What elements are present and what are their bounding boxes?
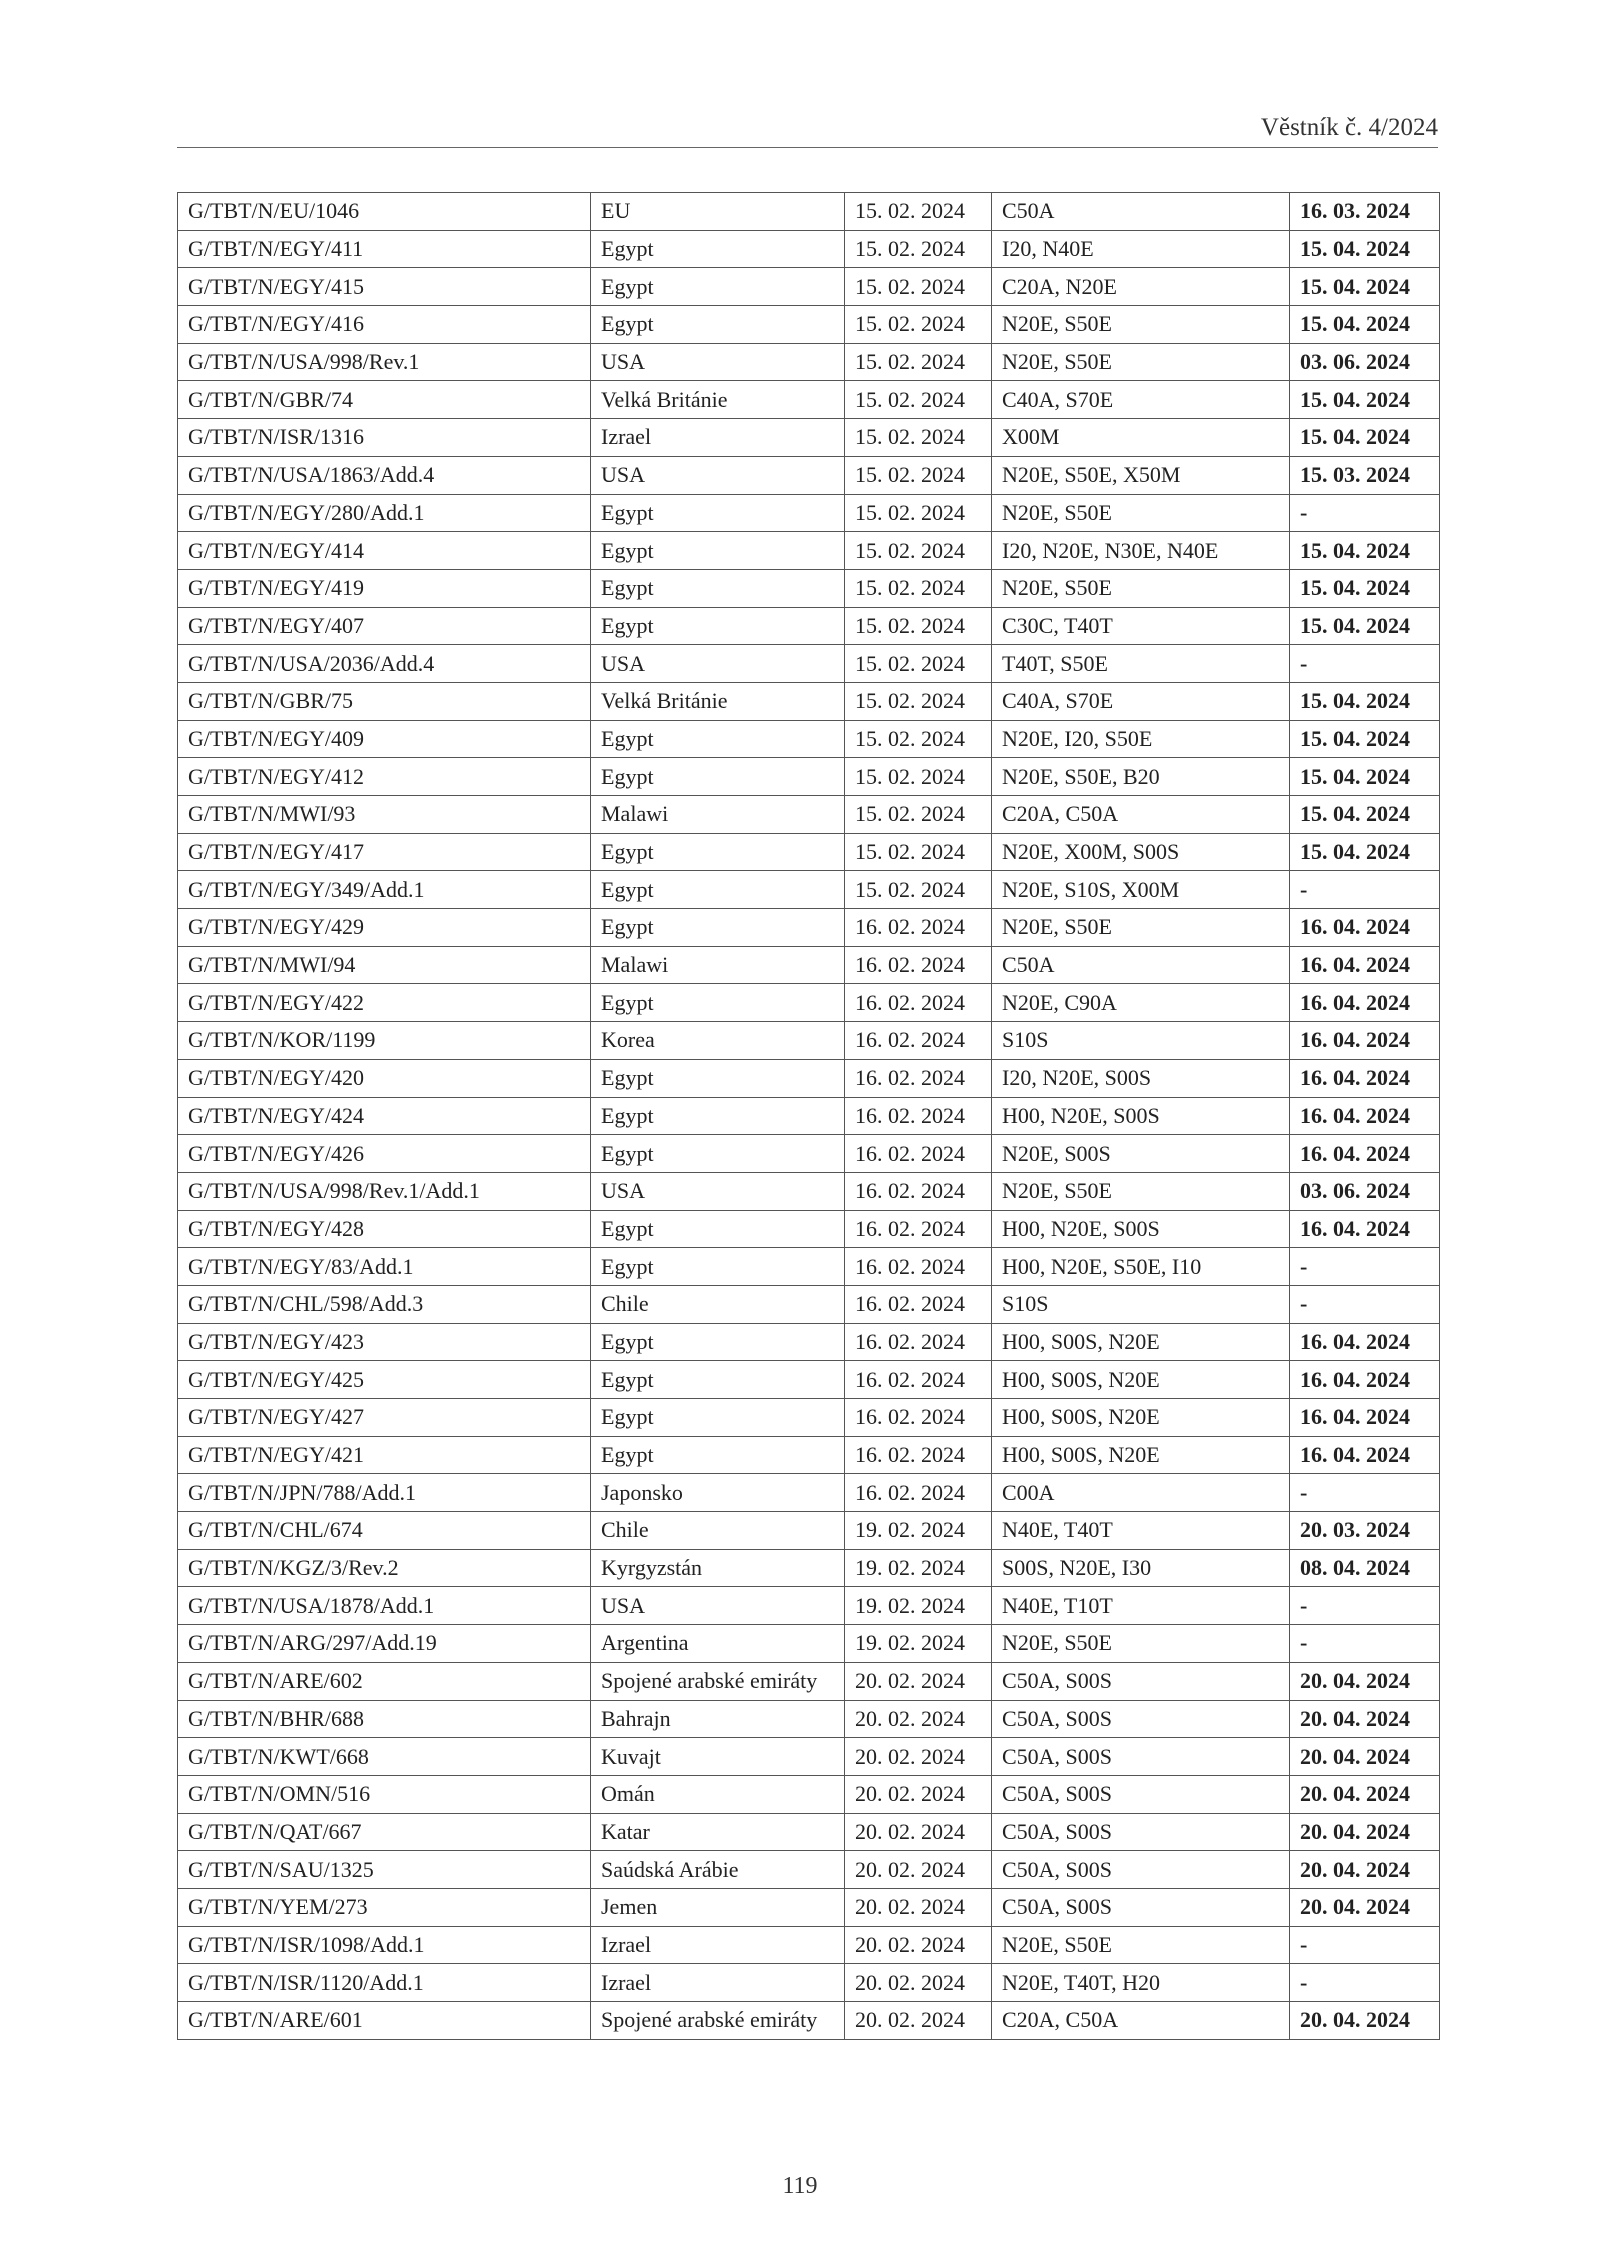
table-row <box>178 1775 1440 1813</box>
deadline-cell: 16. 04. 2024 <box>1290 1059 1440 1097</box>
notification-id-cell: G/TBT/N/OMN/516 <box>178 1775 591 1813</box>
country-cell: USA <box>591 456 845 494</box>
country-cell: USA <box>591 645 845 683</box>
table-row <box>178 645 1440 683</box>
ics-code-cell: N20E, S50E <box>992 343 1290 381</box>
deadline-cell: 20. 04. 2024 <box>1290 1813 1440 1851</box>
notification-id-cell: G/TBT/N/EGY/409 <box>178 720 591 758</box>
table-row <box>178 1436 1440 1474</box>
country-cell: Egypt <box>591 306 845 344</box>
notification-id-cell: G/TBT/N/KOR/1199 <box>178 1022 591 1060</box>
deadline-cell: 20. 03. 2024 <box>1290 1512 1440 1550</box>
notification-id-cell: G/TBT/N/USA/1878/Add.1 <box>178 1587 591 1625</box>
country-cell: Egypt <box>591 871 845 909</box>
table-row <box>178 1700 1440 1738</box>
notification-id-cell: G/TBT/N/USA/2036/Add.4 <box>178 645 591 683</box>
country-cell: Egypt <box>591 607 845 645</box>
page-number: 119 <box>782 2173 818 2199</box>
notification-id-cell: G/TBT/N/ARE/602 <box>178 1662 591 1700</box>
ics-code-cell: C50A <box>992 946 1290 984</box>
ics-code-cell: C50A, S00S <box>992 1700 1290 1738</box>
deadline-cell: 16. 04. 2024 <box>1290 909 1440 947</box>
ics-code-cell: H00, N20E, S00S <box>992 1210 1290 1248</box>
date-cell: 15. 02. 2024 <box>845 720 992 758</box>
table-row <box>178 569 1440 607</box>
country-cell: Malawi <box>591 946 845 984</box>
ics-code-cell: H00, S00S, N20E <box>992 1399 1290 1437</box>
ics-code-cell: N20E, S50E <box>992 569 1290 607</box>
deadline-cell: 03. 06. 2024 <box>1290 1172 1440 1210</box>
page-header-title: Věstník č. 4/2024 <box>1260 114 1438 141</box>
notification-id-cell: G/TBT/N/YEM/273 <box>178 1888 591 1926</box>
ics-code-cell: N20E, S50E <box>992 494 1290 532</box>
notification-id-cell: G/TBT/N/EGY/349/Add.1 <box>178 871 591 909</box>
country-cell: Egypt <box>591 1323 845 1361</box>
deadline-cell: 16. 04. 2024 <box>1290 946 1440 984</box>
notification-id-cell: G/TBT/N/EGY/417 <box>178 833 591 871</box>
notification-id-cell: G/TBT/N/USA/998/Rev.1 <box>178 343 591 381</box>
date-cell: 15. 02. 2024 <box>845 494 992 532</box>
ics-code-cell: N20E, S50E <box>992 1926 1290 1964</box>
date-cell: 16. 02. 2024 <box>845 946 992 984</box>
table-row <box>178 419 1440 457</box>
country-cell: Egypt <box>591 1248 845 1286</box>
date-cell: 20. 02. 2024 <box>845 1888 992 1926</box>
table-row <box>178 1323 1440 1361</box>
country-cell: Izrael <box>591 1926 845 1964</box>
table-row <box>178 1474 1440 1512</box>
ics-code-cell: N40E, T40T <box>992 1512 1290 1550</box>
deadline-cell: 16. 04. 2024 <box>1290 984 1440 1022</box>
deadline-cell: 20. 04. 2024 <box>1290 1851 1440 1889</box>
table-row <box>178 193 1440 231</box>
country-cell: Egypt <box>591 1097 845 1135</box>
date-cell: 15. 02. 2024 <box>845 419 992 457</box>
deadline-cell: 16. 04. 2024 <box>1290 1436 1440 1474</box>
deadline-cell: 16. 04. 2024 <box>1290 1210 1440 1248</box>
date-cell: 16. 02. 2024 <box>845 1022 992 1060</box>
ics-code-cell: N20E, S50E, B20 <box>992 758 1290 796</box>
deadline-cell: 15. 04. 2024 <box>1290 230 1440 268</box>
ics-code-cell: N20E, X00M, S00S <box>992 833 1290 871</box>
table-row <box>178 230 1440 268</box>
country-cell: Egypt <box>591 984 845 1022</box>
notification-id-cell: G/TBT/N/KWT/668 <box>178 1738 591 1776</box>
deadline-cell: 15. 04. 2024 <box>1290 682 1440 720</box>
table-row <box>178 796 1440 834</box>
deadline-cell: 15. 04. 2024 <box>1290 569 1440 607</box>
table-row <box>178 833 1440 871</box>
table-row <box>178 1022 1440 1060</box>
deadline-cell: 16. 04. 2024 <box>1290 1361 1440 1399</box>
deadline-cell: 16. 04. 2024 <box>1290 1323 1440 1361</box>
ics-code-cell: N40E, T10T <box>992 1587 1290 1625</box>
notification-id-cell: G/TBT/N/EGY/421 <box>178 1436 591 1474</box>
date-cell: 16. 02. 2024 <box>845 1059 992 1097</box>
date-cell: 20. 02. 2024 <box>845 2002 992 2040</box>
ics-code-cell: C20A, C50A <box>992 796 1290 834</box>
deadline-cell: - <box>1290 1625 1440 1663</box>
ics-code-cell: H00, N20E, S00S <box>992 1097 1290 1135</box>
date-cell: 15. 02. 2024 <box>845 796 992 834</box>
notification-id-cell: G/TBT/N/MWI/94 <box>178 946 591 984</box>
country-cell: Spojené arabské emiráty <box>591 2002 845 2040</box>
table-row <box>178 1210 1440 1248</box>
ics-code-cell: C50A, S00S <box>992 1851 1290 1889</box>
country-cell: Omán <box>591 1775 845 1813</box>
country-cell: Jemen <box>591 1888 845 1926</box>
table-row <box>178 1097 1440 1135</box>
table-row <box>178 1625 1440 1663</box>
notification-id-cell: G/TBT/N/EGY/429 <box>178 909 591 947</box>
notification-id-cell: G/TBT/N/EGY/414 <box>178 532 591 570</box>
date-cell: 15. 02. 2024 <box>845 607 992 645</box>
deadline-cell: - <box>1290 1474 1440 1512</box>
notifications-table <box>177 192 1440 2040</box>
notification-id-cell: G/TBT/N/CHL/674 <box>178 1512 591 1550</box>
table-row <box>178 607 1440 645</box>
table-row <box>178 1851 1440 1889</box>
notification-id-cell: G/TBT/N/ISR/1098/Add.1 <box>178 1926 591 1964</box>
ics-code-cell: S10S <box>992 1285 1290 1323</box>
notification-id-cell: G/TBT/N/ARE/601 <box>178 2002 591 2040</box>
notification-id-cell: G/TBT/N/BHR/688 <box>178 1700 591 1738</box>
country-cell: Izrael <box>591 1964 845 2002</box>
table-row <box>178 946 1440 984</box>
ics-code-cell: C50A, S00S <box>992 1888 1290 1926</box>
ics-code-cell: N20E, S50E <box>992 306 1290 344</box>
country-cell: Malawi <box>591 796 845 834</box>
ics-code-cell: S00S, N20E, I30 <box>992 1549 1290 1587</box>
notification-id-cell: G/TBT/N/ISR/1120/Add.1 <box>178 1964 591 2002</box>
notification-id-cell: G/TBT/N/EGY/423 <box>178 1323 591 1361</box>
ics-code-cell: N20E, S00S <box>992 1135 1290 1173</box>
date-cell: 20. 02. 2024 <box>845 1851 992 1889</box>
country-cell: Egypt <box>591 909 845 947</box>
header-divider <box>177 147 1438 148</box>
country-cell: Japonsko <box>591 1474 845 1512</box>
deadline-cell: - <box>1290 1248 1440 1286</box>
ics-code-cell: S10S <box>992 1022 1290 1060</box>
deadline-cell: - <box>1290 871 1440 909</box>
ics-code-cell: C50A <box>992 193 1290 231</box>
country-cell: Egypt <box>591 758 845 796</box>
date-cell: 16. 02. 2024 <box>845 1097 992 1135</box>
country-cell: Argentina <box>591 1625 845 1663</box>
date-cell: 15. 02. 2024 <box>845 381 992 419</box>
notification-id-cell: G/TBT/N/EGY/412 <box>178 758 591 796</box>
date-cell: 16. 02. 2024 <box>845 1172 992 1210</box>
table-row <box>178 984 1440 1022</box>
notification-id-cell: G/TBT/N/EGY/426 <box>178 1135 591 1173</box>
date-cell: 15. 02. 2024 <box>845 456 992 494</box>
ics-code-cell: N20E, S50E, X50M <box>992 456 1290 494</box>
table-row <box>178 1888 1440 1926</box>
country-cell: USA <box>591 343 845 381</box>
date-cell: 19. 02. 2024 <box>845 1625 992 1663</box>
ics-code-cell: C40A, S70E <box>992 381 1290 419</box>
country-cell: Egypt <box>591 532 845 570</box>
table-row <box>178 2002 1440 2040</box>
deadline-cell: - <box>1290 1926 1440 1964</box>
table-row <box>178 758 1440 796</box>
ics-code-cell: C20A, N20E <box>992 268 1290 306</box>
table-row <box>178 1738 1440 1776</box>
country-cell: Velká Británie <box>591 682 845 720</box>
ics-code-cell: N20E, T40T, H20 <box>992 1964 1290 2002</box>
deadline-cell: 15. 04. 2024 <box>1290 833 1440 871</box>
date-cell: 15. 02. 2024 <box>845 193 992 231</box>
table-row <box>178 1662 1440 1700</box>
table-row <box>178 1248 1440 1286</box>
table-row <box>178 1813 1440 1851</box>
deadline-cell: 03. 06. 2024 <box>1290 343 1440 381</box>
deadline-cell: 20. 04. 2024 <box>1290 1662 1440 1700</box>
notification-id-cell: G/TBT/N/EGY/416 <box>178 306 591 344</box>
country-cell: Bahrajn <box>591 1700 845 1738</box>
date-cell: 15. 02. 2024 <box>845 343 992 381</box>
date-cell: 20. 02. 2024 <box>845 1813 992 1851</box>
notification-id-cell: G/TBT/N/QAT/667 <box>178 1813 591 1851</box>
country-cell: Kuvajt <box>591 1738 845 1776</box>
date-cell: 20. 02. 2024 <box>845 1926 992 1964</box>
deadline-cell: 15. 04. 2024 <box>1290 796 1440 834</box>
date-cell: 16. 02. 2024 <box>845 909 992 947</box>
deadline-cell: - <box>1290 645 1440 683</box>
notification-id-cell: G/TBT/N/GBR/75 <box>178 682 591 720</box>
date-cell: 15. 02. 2024 <box>845 230 992 268</box>
ics-code-cell: H00, S00S, N20E <box>992 1436 1290 1474</box>
deadline-cell: 20. 04. 2024 <box>1290 1775 1440 1813</box>
deadline-cell: 20. 04. 2024 <box>1290 1700 1440 1738</box>
date-cell: 15. 02. 2024 <box>845 268 992 306</box>
deadline-cell: 15. 04. 2024 <box>1290 758 1440 796</box>
country-cell: Velká Británie <box>591 381 845 419</box>
table-row <box>178 494 1440 532</box>
country-cell: Chile <box>591 1512 845 1550</box>
date-cell: 19. 02. 2024 <box>845 1512 992 1550</box>
country-cell: Chile <box>591 1285 845 1323</box>
date-cell: 15. 02. 2024 <box>845 833 992 871</box>
date-cell: 19. 02. 2024 <box>845 1549 992 1587</box>
country-cell: Izrael <box>591 419 845 457</box>
table-row <box>178 909 1440 947</box>
ics-code-cell: C30C, T40T <box>992 607 1290 645</box>
notification-id-cell: G/TBT/N/EGY/407 <box>178 607 591 645</box>
deadline-cell: 08. 04. 2024 <box>1290 1549 1440 1587</box>
notification-id-cell: G/TBT/N/EGY/415 <box>178 268 591 306</box>
deadline-cell: 15. 03. 2024 <box>1290 456 1440 494</box>
deadline-cell: 20. 04. 2024 <box>1290 2002 1440 2040</box>
ics-code-cell: T40T, S50E <box>992 645 1290 683</box>
table-row <box>178 720 1440 758</box>
country-cell: Egypt <box>591 720 845 758</box>
table-row <box>178 343 1440 381</box>
date-cell: 16. 02. 2024 <box>845 1210 992 1248</box>
ics-code-cell: N20E, S50E <box>992 1172 1290 1210</box>
deadline-cell: 20. 04. 2024 <box>1290 1888 1440 1926</box>
notification-id-cell: G/TBT/N/EGY/419 <box>178 569 591 607</box>
table-row <box>178 306 1440 344</box>
table-row <box>178 1361 1440 1399</box>
deadline-cell: 15. 04. 2024 <box>1290 381 1440 419</box>
date-cell: 15. 02. 2024 <box>845 306 992 344</box>
deadline-cell: 15. 04. 2024 <box>1290 532 1440 570</box>
date-cell: 16. 02. 2024 <box>845 1361 992 1399</box>
notification-id-cell: G/TBT/N/CHL/598/Add.3 <box>178 1285 591 1323</box>
notification-id-cell: G/TBT/N/USA/1863/Add.4 <box>178 456 591 494</box>
country-cell: Egypt <box>591 1059 845 1097</box>
date-cell: 15. 02. 2024 <box>845 682 992 720</box>
ics-code-cell: X00M <box>992 419 1290 457</box>
country-cell: Spojené arabské emiráty <box>591 1662 845 1700</box>
date-cell: 16. 02. 2024 <box>845 1135 992 1173</box>
ics-code-cell: N20E, S10S, X00M <box>992 871 1290 909</box>
table-row <box>178 456 1440 494</box>
date-cell: 16. 02. 2024 <box>845 984 992 1022</box>
notification-id-cell: G/TBT/N/EGY/83/Add.1 <box>178 1248 591 1286</box>
deadline-cell: - <box>1290 1964 1440 2002</box>
table-row <box>178 1926 1440 1964</box>
ics-code-cell: I20, N20E, N30E, N40E <box>992 532 1290 570</box>
ics-code-cell: N20E, I20, S50E <box>992 720 1290 758</box>
date-cell: 20. 02. 2024 <box>845 1662 992 1700</box>
table-row <box>178 381 1440 419</box>
ics-code-cell: N20E, S50E <box>992 909 1290 947</box>
date-cell: 19. 02. 2024 <box>845 1587 992 1625</box>
date-cell: 16. 02. 2024 <box>845 1285 992 1323</box>
country-cell: Egypt <box>591 494 845 532</box>
notification-id-cell: G/TBT/N/USA/998/Rev.1/Add.1 <box>178 1172 591 1210</box>
ics-code-cell: C50A, S00S <box>992 1738 1290 1776</box>
date-cell: 16. 02. 2024 <box>845 1399 992 1437</box>
notification-id-cell: G/TBT/N/JPN/788/Add.1 <box>178 1474 591 1512</box>
ics-code-cell: C50A, S00S <box>992 1775 1290 1813</box>
table-row <box>178 532 1440 570</box>
deadline-cell: 20. 04. 2024 <box>1290 1738 1440 1776</box>
ics-code-cell: N20E, S50E <box>992 1625 1290 1663</box>
deadline-cell: 15. 04. 2024 <box>1290 306 1440 344</box>
country-cell: Egypt <box>591 1135 845 1173</box>
ics-code-cell: C00A <box>992 1474 1290 1512</box>
notification-id-cell: G/TBT/N/ARG/297/Add.19 <box>178 1625 591 1663</box>
deadline-cell: 15. 04. 2024 <box>1290 419 1440 457</box>
date-cell: 16. 02. 2024 <box>845 1474 992 1512</box>
ics-code-cell: H00, S00S, N20E <box>992 1323 1290 1361</box>
country-cell: Egypt <box>591 230 845 268</box>
notification-id-cell: G/TBT/N/ISR/1316 <box>178 419 591 457</box>
country-cell: Egypt <box>591 1399 845 1437</box>
table-row <box>178 1549 1440 1587</box>
table-row <box>178 1512 1440 1550</box>
notification-id-cell: G/TBT/N/SAU/1325 <box>178 1851 591 1889</box>
table-row <box>178 1399 1440 1437</box>
deadline-cell: 15. 04. 2024 <box>1290 720 1440 758</box>
deadline-cell: 15. 04. 2024 <box>1290 607 1440 645</box>
table-row <box>178 1285 1440 1323</box>
ics-code-cell: C20A, C50A <box>992 2002 1290 2040</box>
country-cell: Egypt <box>591 1210 845 1248</box>
notification-id-cell: G/TBT/N/EGY/422 <box>178 984 591 1022</box>
ics-code-cell: C50A, S00S <box>992 1813 1290 1851</box>
notifications-table-body <box>178 193 1440 2040</box>
ics-code-cell: C50A, S00S <box>992 1662 1290 1700</box>
deadline-cell: 16. 03. 2024 <box>1290 193 1440 231</box>
deadline-cell: - <box>1290 1285 1440 1323</box>
country-cell: Katar <box>591 1813 845 1851</box>
ics-code-cell: I20, N20E, S00S <box>992 1059 1290 1097</box>
country-cell: Korea <box>591 1022 845 1060</box>
date-cell: 20. 02. 2024 <box>845 1738 992 1776</box>
notification-id-cell: G/TBT/N/EGY/427 <box>178 1399 591 1437</box>
ics-code-cell: C40A, S70E <box>992 682 1290 720</box>
date-cell: 15. 02. 2024 <box>845 645 992 683</box>
date-cell: 16. 02. 2024 <box>845 1436 992 1474</box>
date-cell: 20. 02. 2024 <box>845 1700 992 1738</box>
date-cell: 20. 02. 2024 <box>845 1775 992 1813</box>
country-cell: EU <box>591 193 845 231</box>
notification-id-cell: G/TBT/N/GBR/74 <box>178 381 591 419</box>
notification-id-cell: G/TBT/N/EGY/428 <box>178 1210 591 1248</box>
notification-id-cell: G/TBT/N/MWI/93 <box>178 796 591 834</box>
ics-code-cell: H00, N20E, S50E, I10 <box>992 1248 1290 1286</box>
table-row <box>178 1135 1440 1173</box>
country-cell: USA <box>591 1587 845 1625</box>
date-cell: 15. 02. 2024 <box>845 569 992 607</box>
country-cell: USA <box>591 1172 845 1210</box>
country-cell: Kyrgyzstán <box>591 1549 845 1587</box>
table-row <box>178 871 1440 909</box>
date-cell: 16. 02. 2024 <box>845 1248 992 1286</box>
notification-id-cell: G/TBT/N/EGY/420 <box>178 1059 591 1097</box>
country-cell: Egypt <box>591 569 845 607</box>
date-cell: 20. 02. 2024 <box>845 1964 992 2002</box>
table-row <box>178 268 1440 306</box>
ics-code-cell: H00, S00S, N20E <box>992 1361 1290 1399</box>
deadline-cell: 16. 04. 2024 <box>1290 1022 1440 1060</box>
date-cell: 15. 02. 2024 <box>845 532 992 570</box>
deadline-cell: 15. 04. 2024 <box>1290 268 1440 306</box>
table-row <box>178 1059 1440 1097</box>
deadline-cell: - <box>1290 494 1440 532</box>
table-row <box>178 1172 1440 1210</box>
deadline-cell: - <box>1290 1587 1440 1625</box>
table-row <box>178 1587 1440 1625</box>
country-cell: Egypt <box>591 1436 845 1474</box>
table-row <box>178 682 1440 720</box>
ics-code-cell: I20, N40E <box>992 230 1290 268</box>
country-cell: Egypt <box>591 1361 845 1399</box>
notification-id-cell: G/TBT/N/EGY/425 <box>178 1361 591 1399</box>
deadline-cell: 16. 04. 2024 <box>1290 1097 1440 1135</box>
deadline-cell: 16. 04. 2024 <box>1290 1135 1440 1173</box>
date-cell: 16. 02. 2024 <box>845 1323 992 1361</box>
date-cell: 15. 02. 2024 <box>845 758 992 796</box>
country-cell: Egypt <box>591 833 845 871</box>
country-cell: Egypt <box>591 268 845 306</box>
ics-code-cell: N20E, C90A <box>992 984 1290 1022</box>
deadline-cell: 16. 04. 2024 <box>1290 1399 1440 1437</box>
table-row <box>178 1964 1440 2002</box>
notification-id-cell: G/TBT/N/EGY/424 <box>178 1097 591 1135</box>
notification-id-cell: G/TBT/N/EGY/411 <box>178 230 591 268</box>
notification-id-cell: G/TBT/N/EGY/280/Add.1 <box>178 494 591 532</box>
notification-id-cell: G/TBT/N/KGZ/3/Rev.2 <box>178 1549 591 1587</box>
notification-id-cell: G/TBT/N/EU/1046 <box>178 193 591 231</box>
country-cell: Saúdská Arábie <box>591 1851 845 1889</box>
date-cell: 15. 02. 2024 <box>845 871 992 909</box>
